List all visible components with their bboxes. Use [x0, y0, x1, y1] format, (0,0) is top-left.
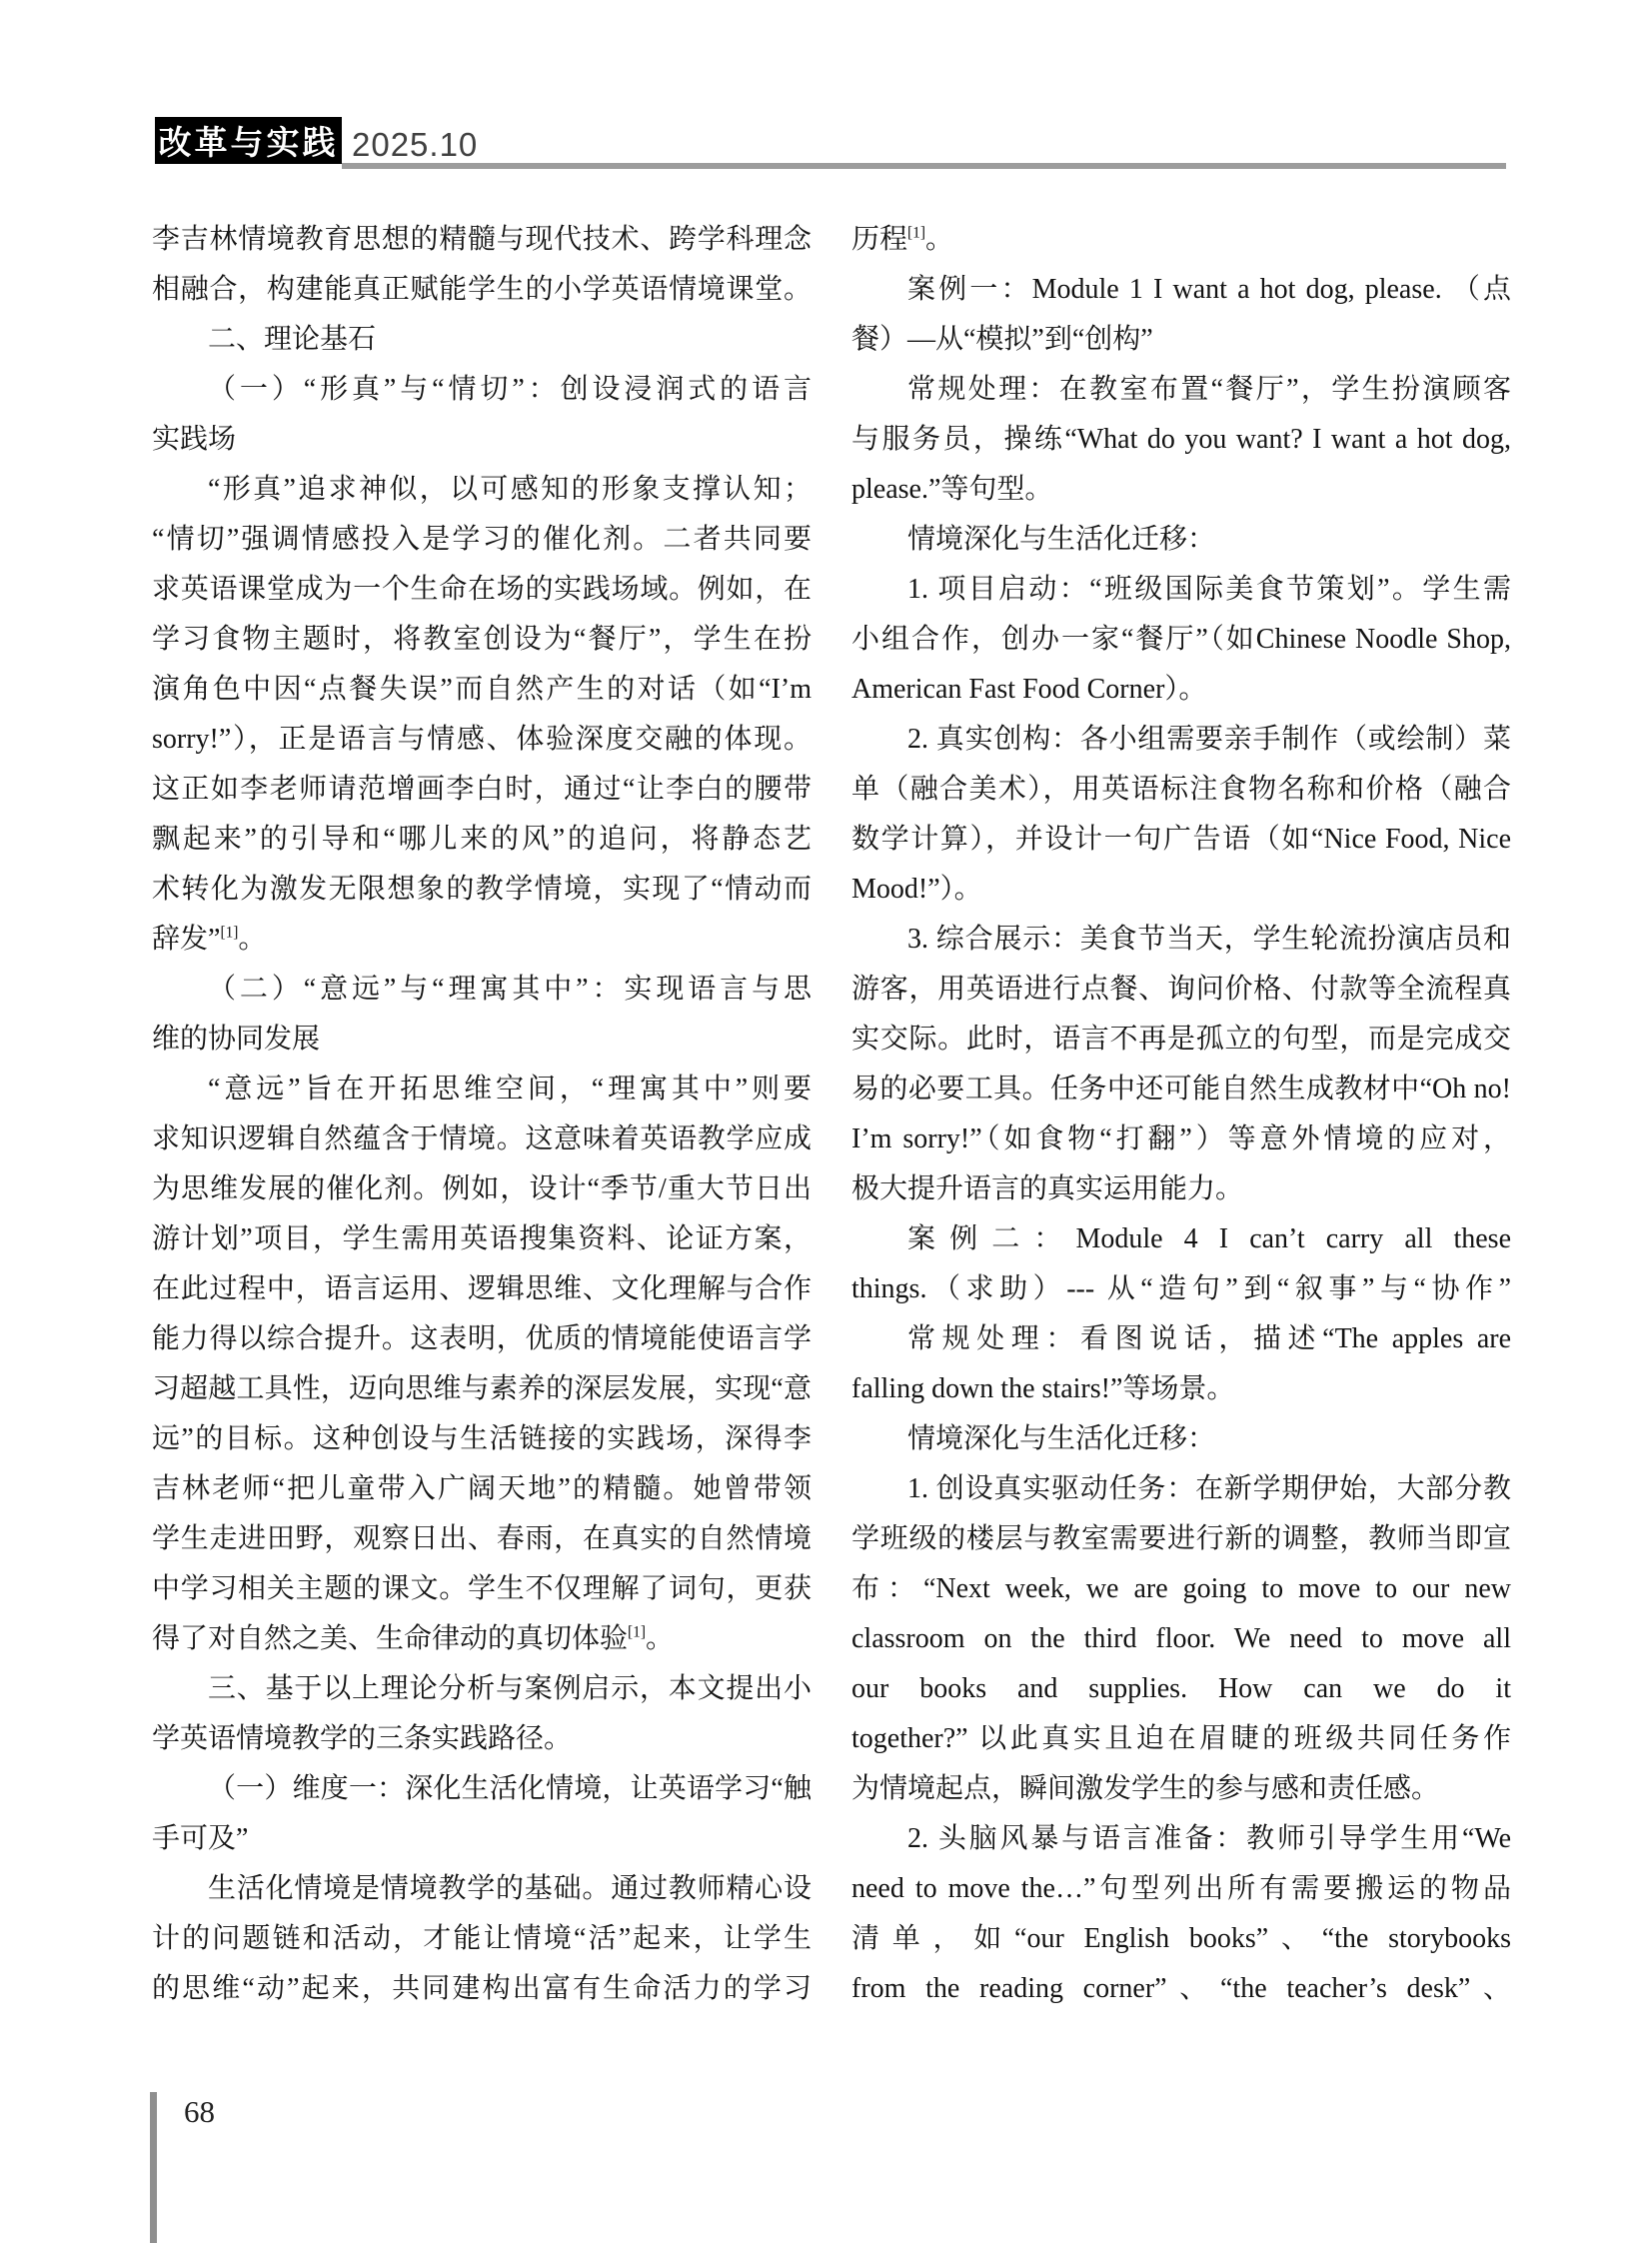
text-line: 的思维“动”起来，共同建构出富有生命活力的学习 — [152, 1973, 812, 2004]
text-line: 数学计算），并设计一句广告语（如“Nice Food, Nice — [851, 824, 1511, 855]
text-line: 这正如李老师请范增画李白时，通过“让李白的腰带 — [152, 774, 812, 805]
text-line: falling down the stairs!”等场景。 — [851, 1373, 1235, 1404]
text-line: 餐）—从“模拟”到“创构” — [851, 324, 1153, 355]
text-line: 情境深化与生活化迁移： — [907, 1423, 1216, 1454]
text-line: 历程[1]。 — [851, 224, 953, 255]
text-line: 单（融合美术），用英语标注食物名称和价格（融合 — [851, 774, 1511, 805]
page-number: 68 — [184, 2094, 215, 2129]
text-line: 中学习相关主题的课文。学生不仅理解了词句，更获 — [152, 1573, 812, 1604]
text-line: 计的问题链和活动，才能让情境“活”起来，让学生 — [152, 1923, 812, 1954]
text-line: things.（求助）--- 从“造句”到“叙事”与“协作” — [851, 1273, 1511, 1304]
text-line: 二、理论基石 — [208, 324, 377, 355]
text-line: 学习食物主题时，将教室创设为“餐厅”，学生在扮 — [152, 624, 812, 655]
journal-title-box — [155, 117, 342, 164]
text-line: 布：“Next week, we are going to move to our new — [851, 1573, 1511, 1604]
text-line: 习超越工具性，迈向思维与素养的深层发展，实现“意 — [152, 1373, 812, 1404]
text-line: from the reading corner”、“the teacher’s desk”、 — [851, 1973, 1511, 2004]
text-line: 与服务员，操练“What do you want? I want a hot dog, — [851, 424, 1511, 455]
text-line: 案例一：Module 1 I want a hot dog, please. （点 — [907, 274, 1511, 305]
text-line: 学生走进田野，观察日出、春雨，在真实的自然情境 — [152, 1523, 812, 1554]
text-line: 远”的目标。这种创设与生活链接的实践场，深得李 — [152, 1423, 812, 1454]
text-line: American Fast Food Corner）。 — [851, 674, 1207, 705]
text-line: “意远”旨在开拓思维空间，“理寓其中”则要 — [208, 1074, 812, 1105]
text-line: 游客，用英语进行点餐、询问价格、付款等全流程真 — [851, 974, 1511, 1005]
text-line: （一）“形真”与“情切”：创设浸润式的语言 — [208, 374, 812, 405]
text-line: together?” 以此真实且迫在眉睫的班级共同任务作 — [851, 1723, 1511, 1754]
text-line: 得了对自然之美、生命律动的真切体验[1]。 — [152, 1623, 674, 1654]
text-line: 三、基于以上理论分析与案例启示，本文提出小 — [208, 1673, 812, 1704]
text-line: 辞发”[1]。 — [152, 924, 267, 955]
text-line: “形真”追求神似，以可感知的形象支撑认知； — [208, 474, 812, 505]
text-line: 吉林老师“把儿童带入广阔天地”的精髓。她曾带领 — [152, 1473, 812, 1504]
text-line: “情切”强调情感投入是学习的催化剂。二者共同要 — [152, 524, 812, 555]
column-right — [851, 215, 1511, 2014]
text-line: classroom on the third floor. We need to move all — [851, 1623, 1511, 1654]
text-line: （二）“意远”与“理寓其中”：实现语言与思 — [208, 974, 812, 1005]
text-line: 1. 项目启动：“班级国际美食节策划”。学生需 — [907, 574, 1511, 605]
text-line: 2. 真实创构：各小组需要亲手制作（或绘制）菜 — [907, 724, 1511, 755]
text-line: 演角色中因“点餐失误”而自然产生的对话（如“I’m — [152, 674, 812, 705]
footnote-ref: [1] — [907, 224, 925, 242]
text-line: 求知识逻辑自然蕴含于情境。这意味着英语教学应成 — [152, 1123, 812, 1154]
footnote-ref: [1] — [220, 924, 239, 942]
text-line: 3. 综合展示：美食节当天，学生轮流扮演店员和 — [907, 924, 1511, 955]
text-line: 能力得以综合提升。这表明，优质的情境能使语言学 — [152, 1323, 812, 1354]
text-line: 术转化为激发无限想象的教学情境，实现了“情动而 — [152, 874, 812, 905]
text-line: 实交际。此时，语言不再是孤立的句型，而是完成交 — [851, 1024, 1511, 1055]
text-line: 李吉林情境教育思想的精髓与现代技术、跨学科理念 — [152, 224, 812, 255]
text-line: our books and supplies. How can we do it — [851, 1673, 1511, 1704]
text-line: 在此过程中，语言运用、逻辑思维、文化理解与合作 — [152, 1273, 812, 1304]
text-line: 飘起来”的引导和“哪儿来的风”的追问，将静态艺 — [152, 824, 812, 855]
text-line: 2. 头脑风暴与语言准备：教师引导学生用“We — [907, 1823, 1511, 1854]
column-left — [152, 215, 812, 2014]
text-line: （一）维度一：深化生活化情境，让英语学习“触 — [208, 1773, 812, 1804]
text-line: 学班级的楼层与教室需要进行新的调整，教师当即宣 — [851, 1523, 1511, 1554]
text-line: 情境深化与生活化迁移： — [907, 524, 1216, 555]
header-rule — [342, 163, 1506, 169]
text-line: 常规处理：看图说话，描述“The apples are — [907, 1323, 1511, 1354]
journal-title: 改革与实践 — [158, 126, 339, 162]
text-line: 易的必要工具。任务中还可能自然生成教材中“Oh no! — [851, 1074, 1511, 1105]
text-line: sorry!”），正是语言与情感、体验深度交融的体现。 — [152, 724, 812, 755]
text-line: 常规处理：在教室布置“餐厅”，学生扮演顾客 — [907, 374, 1511, 405]
text-line: Mood!”）。 — [851, 874, 982, 905]
footnote-ref: [1] — [628, 1623, 646, 1641]
text-line: 相融合，构建能真正赋能学生的小学英语情境课堂。 — [152, 274, 812, 305]
text-line: need to move the…”句型列出所有需要搬运的物品 — [851, 1873, 1511, 1904]
text-line: 求英语课堂成为一个生命在场的实践场域。例如，在 — [152, 574, 812, 605]
text-line: 为情境起点，瞬间激发学生的参与感和责任感。 — [851, 1773, 1440, 1804]
text-line: 实践场 — [152, 424, 237, 455]
page-number-bar — [150, 2092, 157, 2243]
text-line: 极大提升语言的真实运用能力。 — [851, 1173, 1244, 1204]
text-line: 1. 创设真实驱动任务：在新学期伊始，大部分教 — [907, 1473, 1511, 1504]
text-line: 小组合作，创办一家“餐厅”（如Chinese Noodle Shop, — [851, 624, 1511, 655]
text-line: 案例二：Module 4 I can’t carry all these — [907, 1223, 1511, 1254]
text-line: 清单，如“our English books”、“the storybooks — [851, 1923, 1511, 1954]
text-line: 游计划”项目，学生需用英语搜集资料、论证方案， — [152, 1223, 812, 1254]
text-line: please.”等句型。 — [851, 474, 1053, 505]
issue-date: 2025.10 — [352, 126, 479, 163]
text-line: 手可及” — [152, 1823, 249, 1854]
text-line: I’m sorry!”（如食物“打翻”）等意外情境的应对， — [851, 1123, 1511, 1154]
text-line: 学英语情境教学的三条实践路径。 — [152, 1723, 573, 1754]
text-line: 维的协同发展 — [152, 1024, 321, 1055]
text-line: 生活化情境是情境教学的基础。通过教师精心设 — [208, 1873, 812, 1904]
text-line: 为思维发展的催化剂。例如，设计“季节/重大节日出 — [152, 1173, 812, 1204]
